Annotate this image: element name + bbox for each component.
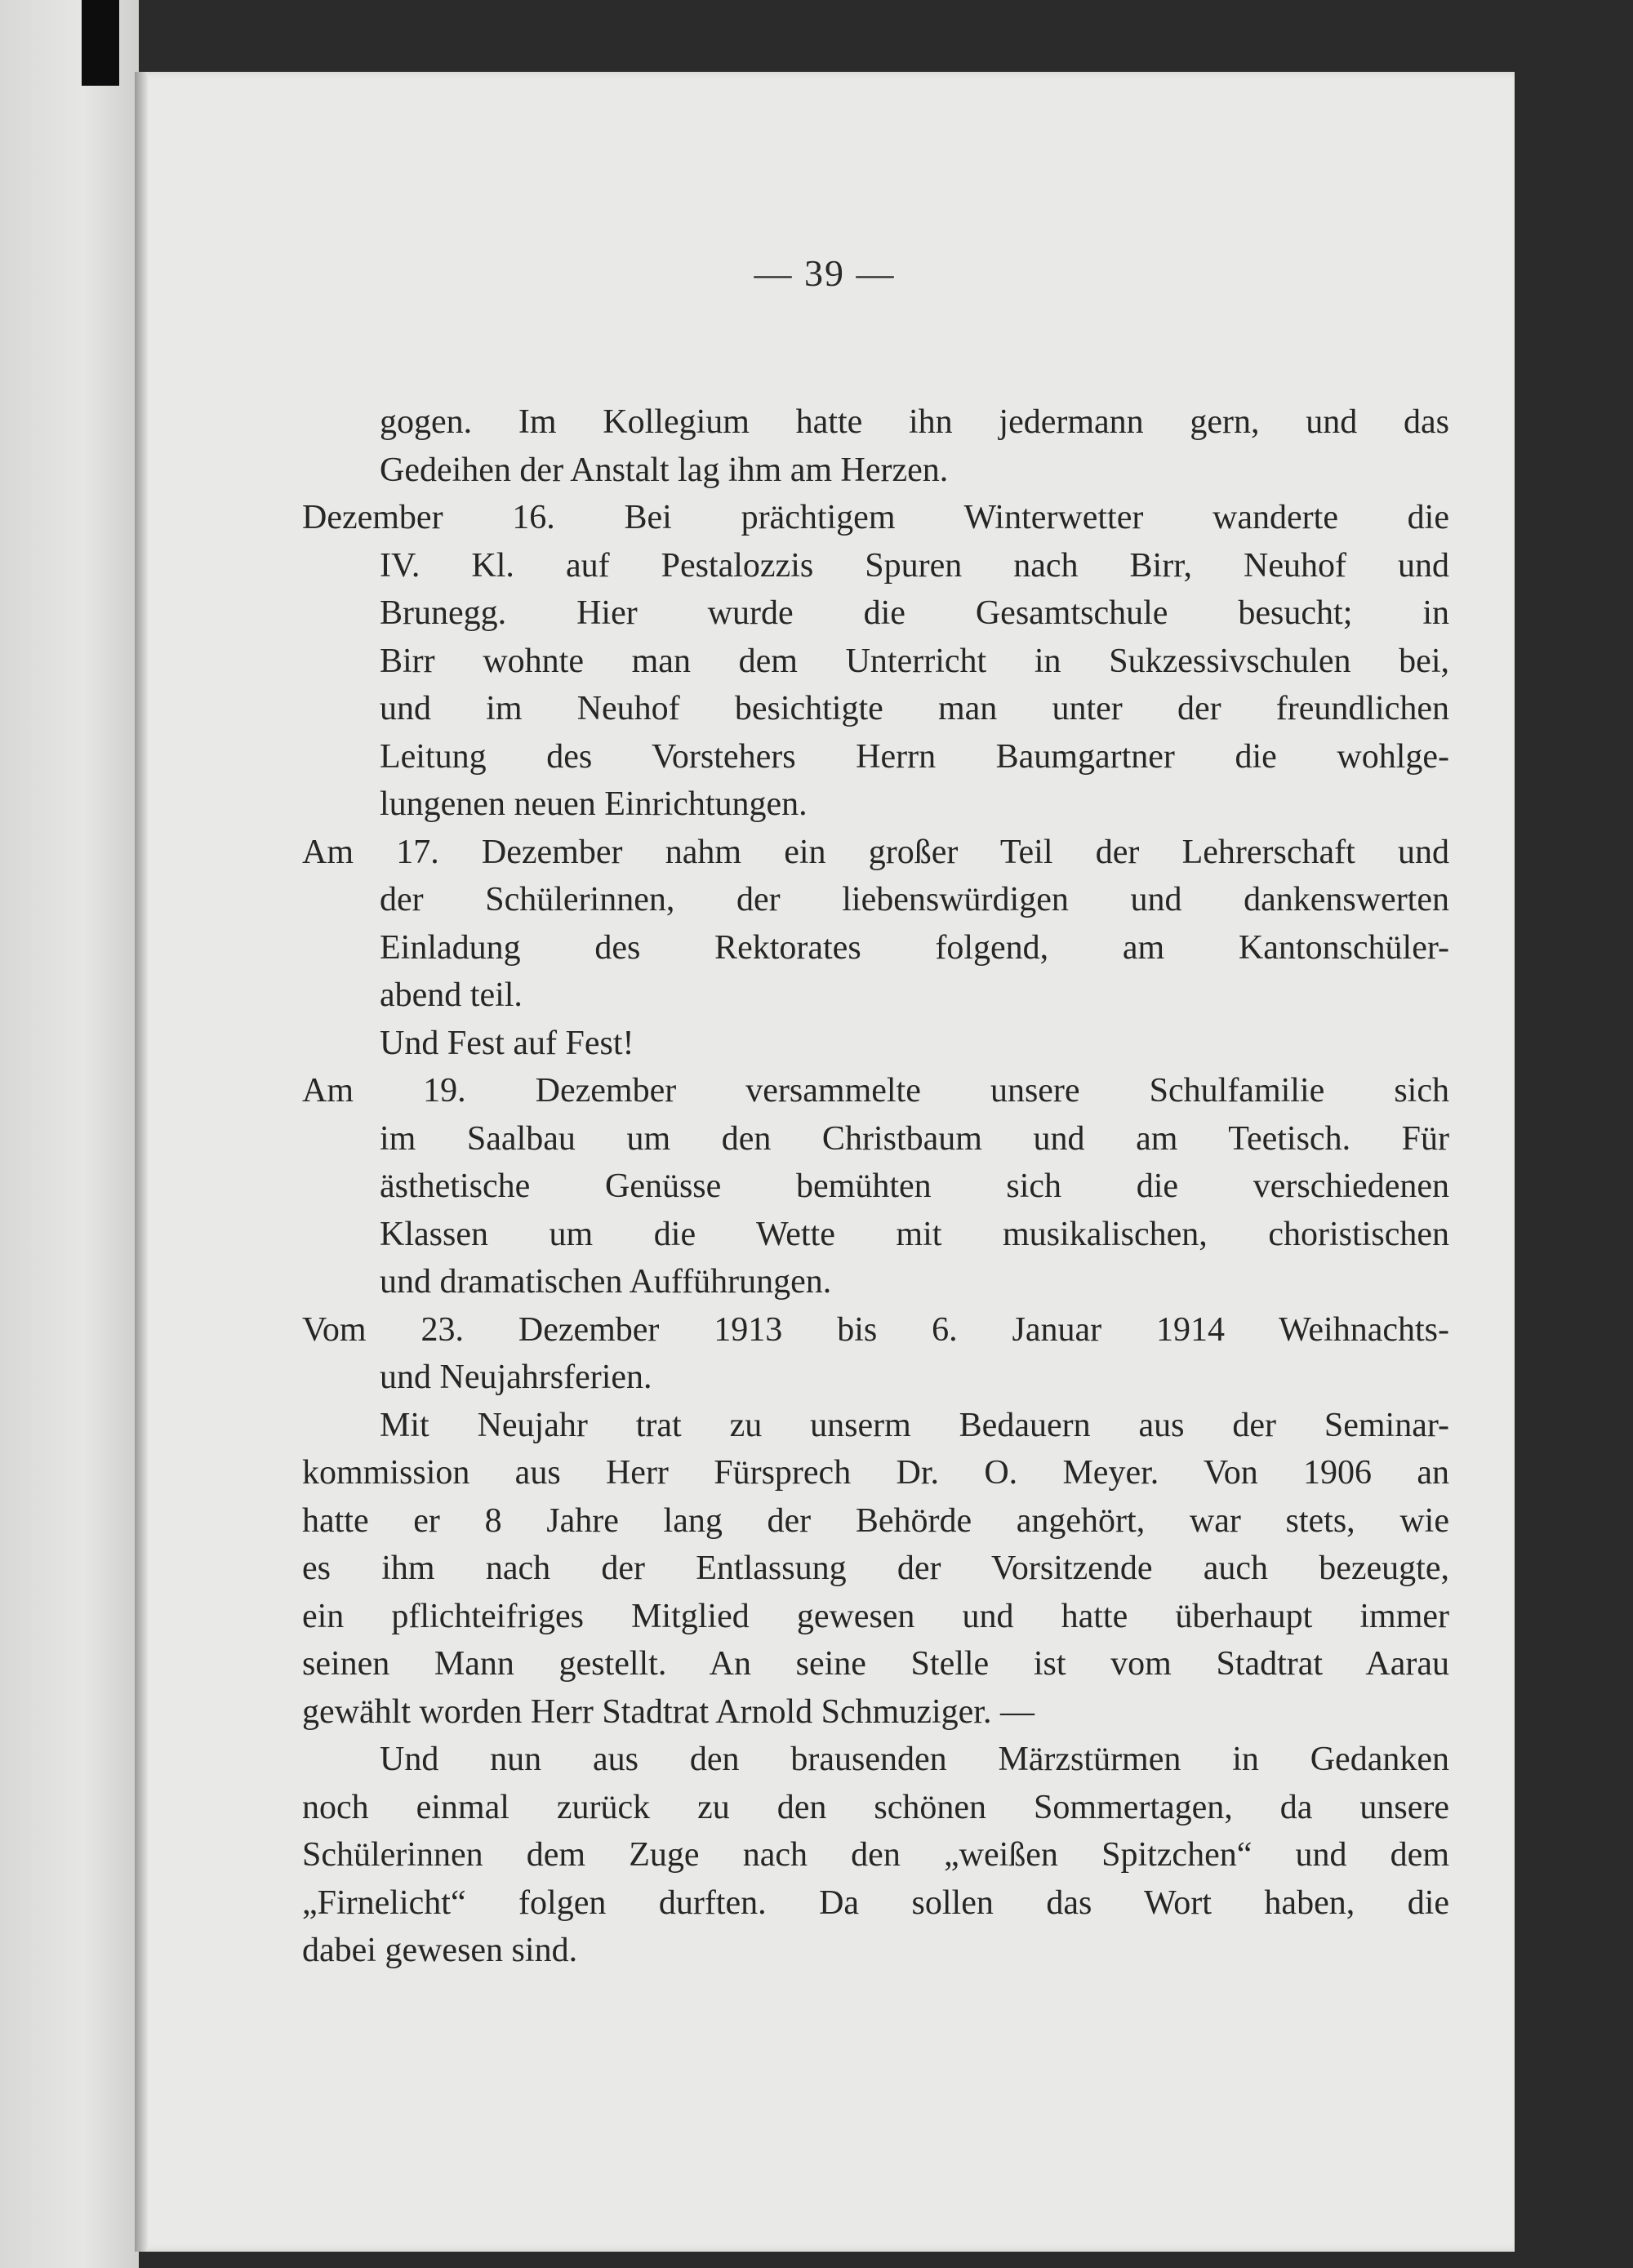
text-line: hatte er 8 Jahre lang der Behörde angehört, war stets, wie [302, 1501, 1449, 1540]
text-line: und im Neuhof besichtigte man unter der freundlichen [380, 690, 1449, 727]
body-text [302, 398, 1449, 1975]
text-line: Leitung des Vorstehers Herrn Baumgartner die wohlge- [380, 737, 1449, 776]
scanner-edge-tab [82, 0, 119, 86]
text-line: gogen. Im Kollegium hatte ihn jedermann gern, und das [380, 403, 1449, 441]
text-line: kommission aus Herr Fürsprech Dr. O. Meyer. Von 1906 an [302, 1454, 1449, 1492]
text-line: Mit Neujahr trat zu unserm Bedauern aus der Seminar- [380, 1406, 1449, 1444]
page-gutter [135, 72, 148, 2252]
text-line: der Schülerinnen, der liebenswürdigen und dankenswerten [380, 881, 1449, 918]
text-line: abend teil. [380, 976, 523, 1014]
text-line: ein pflichteifriges Mitglied gewesen und hatte überhaupt immer [302, 1597, 1449, 1635]
text-line: „Firnelicht“ folgen durften. Da sollen das Wort haben, die [302, 1883, 1449, 1922]
text-line: und Neujahrsferien. [380, 1359, 652, 1396]
text-line: es ihm nach der Entlassung der Vorsitzende auch bezeugte, [302, 1550, 1449, 1587]
text-line: ästhetische Genüsse bemühten sich die verschiedenen [380, 1167, 1449, 1205]
text-line: dabei gewesen sind. [302, 1932, 578, 1969]
text-line: Einladung des Rektorates folgend, am Kantonschüler- [380, 928, 1449, 967]
text-line: Birr wohnte man dem Unterricht in Sukzessivschulen bei, [380, 642, 1449, 680]
previous-page-edge [0, 0, 139, 2268]
text-line: Dezember 16. Bei prächtigem Winterwetter wanderte die [302, 499, 1449, 536]
text-line: und dramatischen Aufführungen. [380, 1263, 832, 1301]
text-line: IV. Kl. auf Pestalozzis Spuren nach Birr, Neuhof und [380, 546, 1449, 585]
text-line: Und Fest auf Fest! [380, 1024, 634, 1062]
page-number: — 39 — [754, 252, 896, 294]
text-line: noch einmal zurück zu den schönen Sommertagen, da unsere [302, 1788, 1449, 1826]
text-line: Vom 23. Dezember 1913 bis 6. Januar 1914 Weihnachts- [302, 1310, 1449, 1349]
page-sheet [135, 72, 1515, 2252]
text-line: Gedeihen der Anstalt lag ihm am Herzen. [380, 451, 949, 489]
text-line: Schülerinnen dem Zuge nach den „weißen Spitzchen“ und dem [302, 1836, 1449, 1874]
text-line: seinen Mann gestellt. An seine Stelle ist vom Stadtrat Aarau [302, 1645, 1449, 1683]
text-line: Und nun aus den brausenden Märzstürmen in Gedanken [380, 1741, 1449, 1778]
text-line: Klassen um die Wette mit musikalischen, choristischen [380, 1215, 1449, 1253]
text-line: Brunegg. Hier wurde die Gesamtschule besucht; in [380, 594, 1449, 632]
text-line: lungenen neuen Einrichtungen. [380, 785, 808, 823]
text-line: Am 19. Dezember versammelte unsere Schulfamilie sich [302, 1072, 1449, 1110]
text-line: Am 17. Dezember nahm ein großer Teil der Lehrerschaft und [302, 833, 1449, 871]
text-line: gewählt worden Herr Stadtrat Arnold Schmuziger. — [302, 1692, 1035, 1731]
text-line: im Saalbau um den Christbaum und am Teetisch. Für [380, 1119, 1449, 1158]
